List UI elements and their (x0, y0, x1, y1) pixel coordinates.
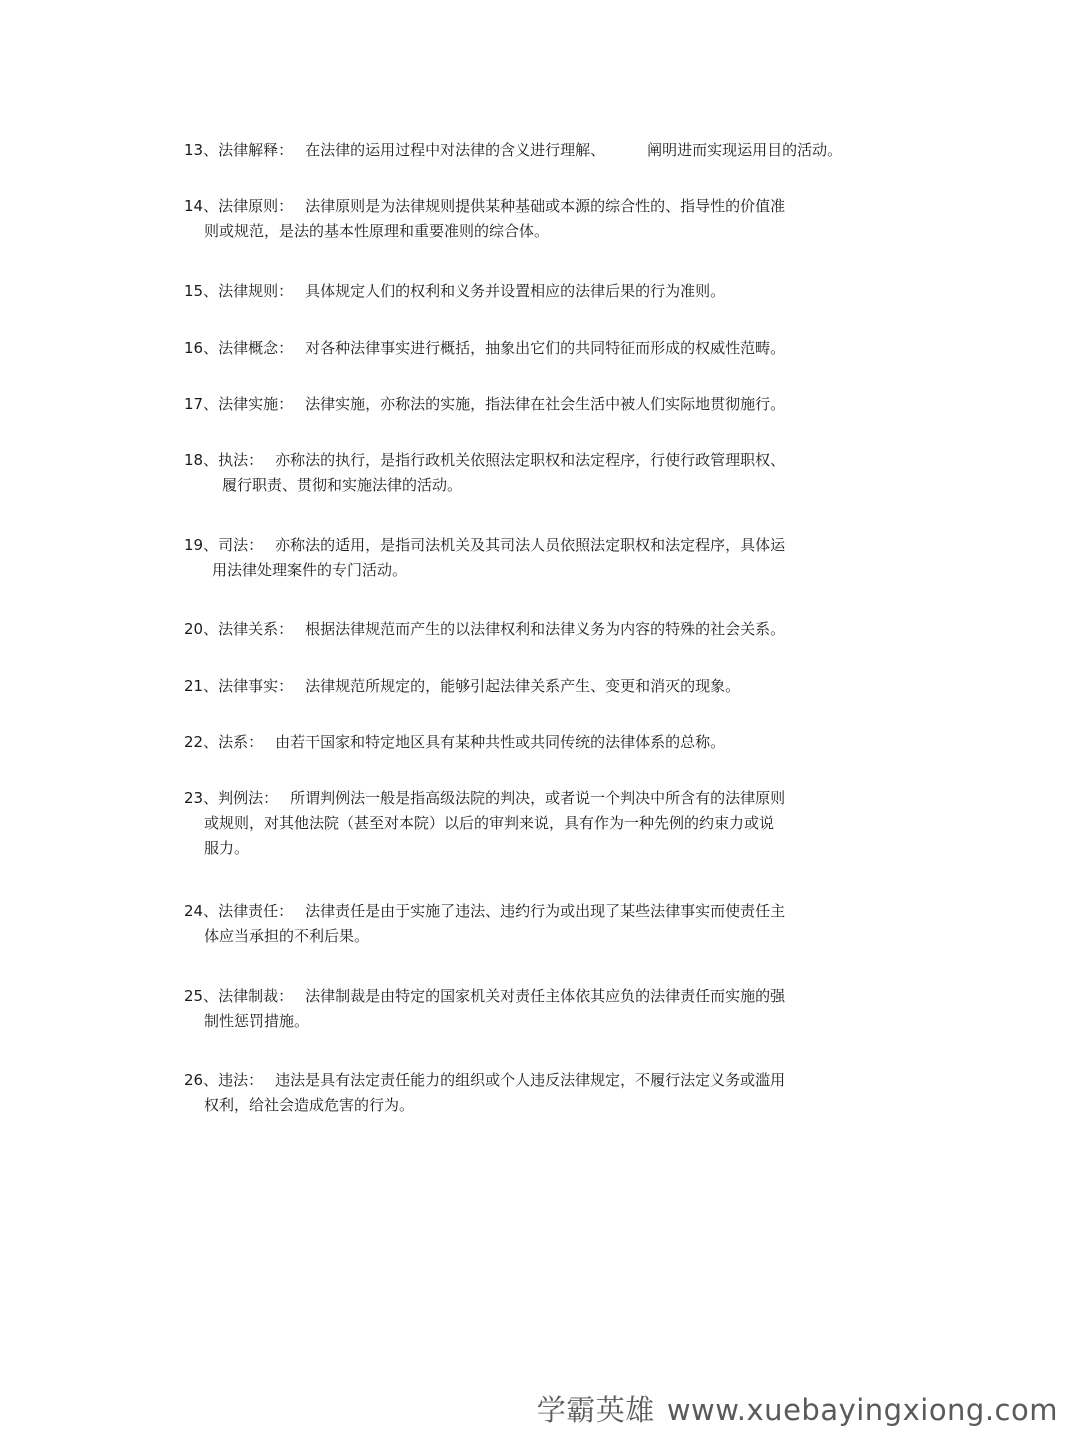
entry-definition: 根据法律规范而产生的以法律权利和法律义务为内容的特殊的社会关系。 (305, 620, 786, 638)
entry-number: 19、 (184, 536, 219, 554)
entry-continuation: 体应当承担的不利后果。 (204, 927, 370, 945)
entry-number: 21、 (184, 677, 219, 695)
entry-continuation: 用法律处理案件的专门活动。 (212, 561, 408, 579)
entry-first-line (184, 194, 874, 219)
entry-definition: 法律规范所规定的，能够引起法律关系产生、变更和消灭的现象。 (305, 677, 741, 695)
entry-first-line (184, 336, 874, 361)
entry-number: 18、 (184, 451, 219, 469)
entry-23 (184, 786, 874, 861)
entry-first-line (184, 138, 874, 163)
entry-term: 法律事实： (218, 677, 294, 695)
entry-number: 20、 (184, 620, 219, 638)
entry-definition: 法律实施，亦称法的实施，指法律在社会生活中被人们实际地贯彻施行。 (305, 395, 786, 413)
entry-definition: 对各种法律事实进行概括，抽象出它们的共同特征而形成的权威性范畴。 (305, 339, 786, 357)
entry-term: 法律关系： (218, 620, 294, 638)
entry-definition: 具体规定人们的权利和义务并设置相应的法律后果的行为准则。 (305, 282, 726, 300)
entry-definition: 违法是具有法定责任能力的组织或个人违反法律规定，不履行法定义务或滥用 (275, 1071, 786, 1089)
entry-definition: 法律责任是由于实施了违法、违约行为或出现了某些法律事实而使责任主 (305, 902, 786, 920)
entry-18 (184, 448, 874, 498)
entry-term: 法律责任： (218, 902, 294, 920)
entry-first-line (184, 533, 874, 558)
entry-15 (184, 279, 874, 304)
entry-first-line (184, 279, 874, 304)
watermark-brand: 学霸英雄 (536, 1393, 655, 1427)
entry-continuation: 履行职责、贯彻和实施法律的活动。 (222, 476, 463, 494)
entry-definition-tail: 阐明进而实现运用目的活动。 (647, 141, 843, 159)
entry-definition: 法律制裁是由特定的国家机关对责任主体依其应负的法律责任而实施的强 (305, 987, 786, 1005)
entry-first-line (184, 984, 874, 1009)
entry-definition: 亦称法的适用，是指司法机关及其司法人员依照法定职权和法定程序，具体运 (275, 536, 786, 554)
entry-number: 26、 (184, 1071, 219, 1089)
entry-24 (184, 899, 874, 949)
entry-number: 22、 (184, 733, 219, 751)
watermark-url: www.xuebayingxiong.com (666, 1393, 1058, 1427)
site-watermark (537, 1390, 1058, 1430)
entry-definition: 在法律的运用过程中对法律的含义进行理解、 (305, 141, 606, 159)
entry-term: 法系： (218, 733, 264, 751)
entry-term: 判例法： (218, 789, 279, 807)
entry-term: 违法： (218, 1071, 264, 1089)
entry-number: 24、 (184, 902, 219, 920)
entry-first-line (184, 899, 874, 924)
entry-13 (184, 138, 874, 163)
entry-17 (184, 392, 874, 417)
entry-first-line (184, 674, 874, 699)
entry-first-line (184, 617, 874, 642)
entry-term: 司法： (218, 536, 264, 554)
entry-number: 23、 (184, 789, 219, 807)
entry-26 (184, 1068, 874, 1118)
entry-term: 法律原则： (218, 197, 294, 215)
entry-first-line (184, 1068, 874, 1093)
entry-continuation: 或规则，对其他法院（甚至对本院）以后的审判来说，具有作为一种先例的约束力或说 (204, 814, 775, 832)
entry-first-line (184, 786, 874, 811)
entry-definition: 法律原则是为法律规则提供某种基础或本源的综合性的、指导性的价值准 (305, 197, 786, 215)
entry-term: 执法： (218, 451, 264, 469)
entry-19 (184, 533, 874, 583)
entry-21 (184, 674, 874, 699)
entry-14 (184, 194, 874, 244)
entry-22 (184, 730, 874, 755)
entry-term: 法律实施： (218, 395, 294, 413)
entry-term: 法律规则： (218, 282, 294, 300)
entry-20 (184, 617, 874, 642)
entry-definition: 所谓判例法一般是指高级法院的判决，或者说一个判决中所含有的法律原则 (290, 789, 786, 807)
entry-number: 13、 (184, 141, 219, 159)
entry-first-line (184, 730, 874, 755)
entry-continuation: 服力。 (204, 839, 250, 857)
entry-continuation: 权利，给社会造成危害的行为。 (204, 1096, 415, 1114)
entry-first-line (184, 392, 874, 417)
entry-number: 14、 (184, 197, 219, 215)
entry-continuation: 则或规范，是法的基本性原理和重要准则的综合体。 (204, 222, 550, 240)
entry-first-line (184, 448, 874, 473)
entry-definition: 亦称法的执行，是指行政机关依照法定职权和法定程序，行使行政管理职权、 (275, 451, 786, 469)
entry-term: 法律概念： (218, 339, 294, 357)
entry-term: 法律制裁： (218, 987, 294, 1005)
entry-definition: 由若干国家和特定地区具有某种共性或共同传统的法律体系的总称。 (275, 733, 726, 751)
entry-number: 17、 (184, 395, 219, 413)
entry-number: 25、 (184, 987, 219, 1005)
entry-25 (184, 984, 874, 1034)
entry-number: 15、 (184, 282, 219, 300)
entry-number: 16、 (184, 339, 219, 357)
entry-continuation: 制性惩罚措施。 (204, 1012, 310, 1030)
entry-16 (184, 336, 874, 361)
entry-term: 法律解释： (218, 141, 294, 159)
